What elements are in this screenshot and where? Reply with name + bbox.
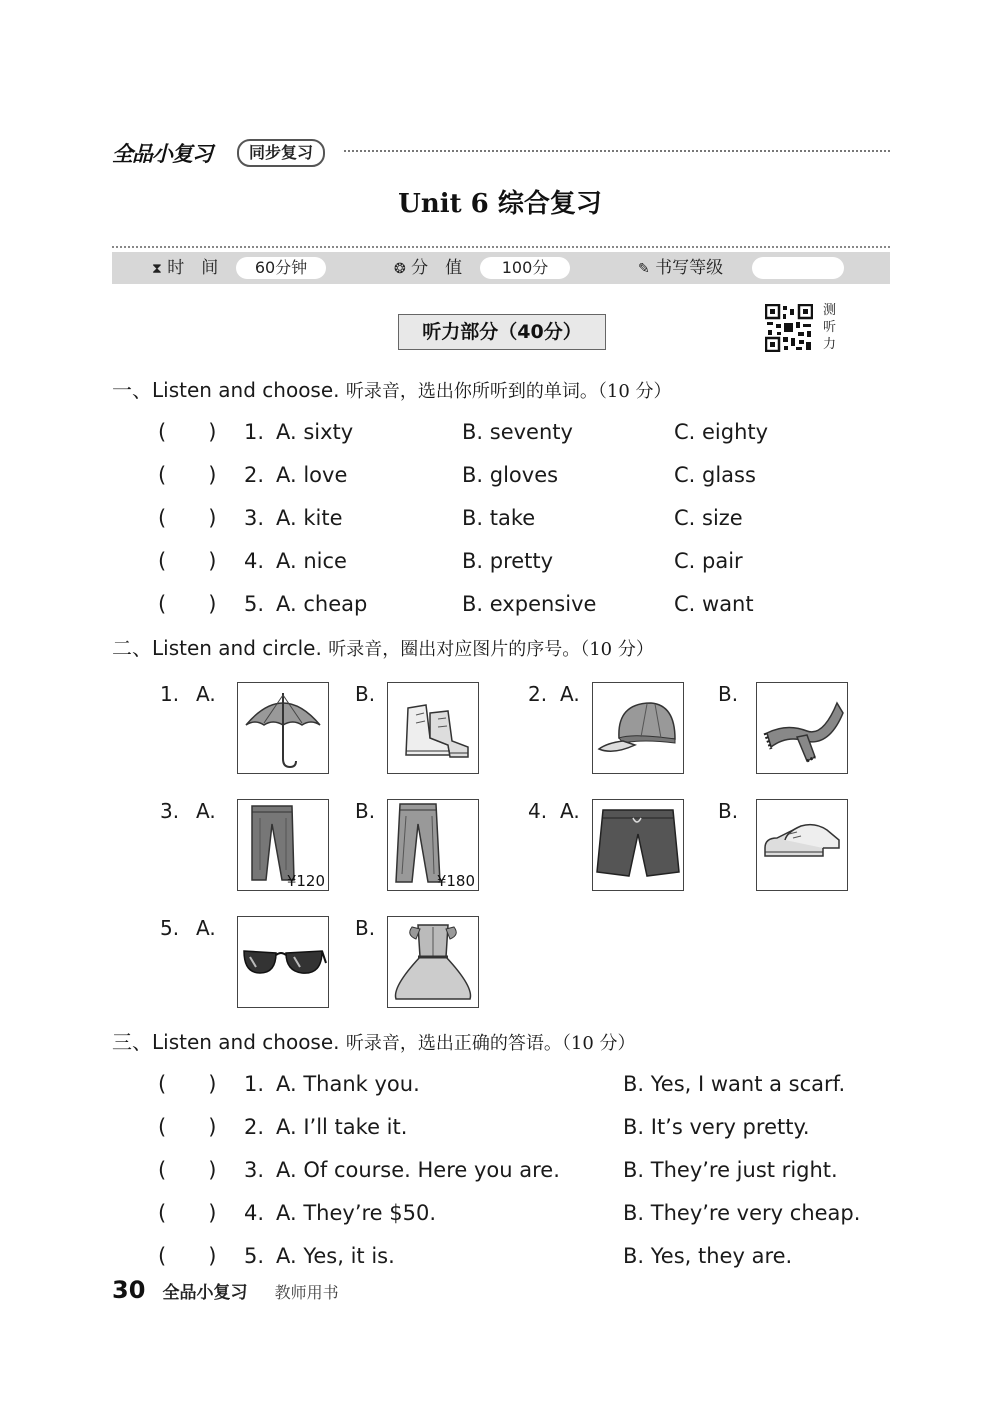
option-b-label[interactable]: B. (355, 682, 376, 706)
qr-label: 测听力 (823, 303, 837, 352)
scarf-icon[interactable] (756, 682, 848, 774)
item-number: 3. (160, 799, 180, 823)
footer-subtitle: 教师用书 (274, 1283, 339, 1302)
item-number: 5. (160, 916, 180, 940)
sunglasses-icon[interactable] (237, 916, 329, 1008)
section-3-title-cn: 听录音，选出正确的答语。（10 分） (345, 1033, 636, 1054)
question-number: 5. (244, 1244, 265, 1268)
brand-bar (112, 138, 890, 168)
answer-blank[interactable]: ( ) (158, 506, 217, 530)
sneakers-icon[interactable] (387, 682, 479, 774)
option-b: B. They’re just right. (623, 1158, 838, 1182)
page-number: 30 (112, 1276, 146, 1304)
question-number: 1. (244, 1072, 265, 1096)
option-b: B. Yes, they are. (623, 1244, 793, 1268)
option-c: C. eighty (674, 420, 769, 444)
option-c: C. size (674, 506, 743, 530)
option-a: A. Of course. Here you are. (276, 1158, 560, 1182)
answer-blank[interactable]: ( ) (158, 549, 217, 573)
option-b-label[interactable]: B. (718, 799, 739, 823)
question-number: 3. (244, 1158, 265, 1182)
time-label: 时 间 (167, 258, 219, 278)
option-c: C. want (674, 592, 754, 616)
question-number: 5. (244, 592, 265, 616)
section-1-title-cn: 听录音，选出你所听到的单词。（10 分） (345, 381, 672, 402)
option-a: A. Yes, it is. (276, 1244, 395, 1268)
option-a: A. They’re $50. (276, 1201, 437, 1225)
page-title: Unit 6 综合复习 (398, 189, 602, 219)
time-value: 60分钟 (236, 257, 326, 279)
option-b-label[interactable]: B. (718, 682, 739, 706)
divider (344, 150, 890, 152)
section-3-title-en: 三、Listen and choose. (112, 1030, 340, 1054)
option-b: B. gloves (462, 463, 559, 487)
section-1-heading (112, 374, 672, 403)
score-value: 100分 (480, 257, 570, 279)
question-number: 4. (244, 549, 265, 573)
section-1-title-en: 一、Listen and choose. (112, 378, 340, 402)
score-label: 分 值 (411, 258, 463, 278)
option-c: C. pair (674, 549, 743, 573)
answer-blank[interactable]: ( ) (158, 1158, 217, 1182)
pencil-icon: ✎ (638, 261, 650, 277)
umbrella-icon[interactable] (237, 682, 329, 774)
answer-blank[interactable]: ( ) (158, 1201, 217, 1225)
option-a: A. nice (276, 549, 347, 573)
hourglass-icon: ⧗ (152, 261, 162, 277)
section-2-title-cn: 听录音，圈出对应图片的序号。（10 分） (328, 639, 654, 660)
option-b: B. It’s very pretty. (623, 1115, 810, 1139)
answer-blank[interactable]: ( ) (158, 420, 217, 444)
divider (112, 246, 890, 248)
option-a: A. cheap (276, 592, 368, 616)
listening-banner: 听力部分（40分） (398, 314, 606, 350)
item-number: 4. (528, 799, 548, 823)
option-b-label[interactable]: B. (355, 799, 376, 823)
option-a-label[interactable]: A. (560, 799, 580, 823)
answer-blank[interactable]: ( ) (158, 463, 217, 487)
question-number: 3. (244, 506, 265, 530)
option-a-label[interactable]: A. (560, 682, 580, 706)
question-number: 2. (244, 463, 265, 487)
question-number: 2. (244, 1115, 265, 1139)
question-number: 4. (244, 1201, 265, 1225)
option-b: B. seventy (462, 420, 573, 444)
pants-icon[interactable] (237, 799, 329, 891)
option-a: A. Thank you. (276, 1072, 420, 1096)
question-number: 1. (244, 420, 265, 444)
option-b: B. Yes, I want a scarf. (623, 1072, 846, 1096)
section-2-heading (112, 632, 654, 661)
dress-icon[interactable] (387, 916, 479, 1008)
writing-value (752, 257, 844, 279)
info-strip (112, 252, 890, 284)
shoes-icon[interactable] (756, 799, 848, 891)
option-b: B. take (462, 506, 536, 530)
brand-logo: 全品小复习 (112, 142, 212, 166)
option-a: A. kite (276, 506, 343, 530)
option-b: B. pretty (462, 549, 554, 573)
writing-info (638, 252, 723, 284)
answer-blank[interactable]: ( ) (158, 1072, 217, 1096)
option-b-label[interactable]: B. (355, 916, 376, 940)
section-2-title-en: 二、Listen and circle. (112, 636, 322, 660)
option-c: C. glass (674, 463, 756, 487)
answer-blank[interactable]: ( ) (158, 1244, 217, 1268)
option-a: A. love (276, 463, 348, 487)
option-a-label[interactable]: A. (196, 682, 216, 706)
answer-blank[interactable]: ( ) (158, 592, 217, 616)
answer-blank[interactable]: ( ) (158, 1115, 217, 1139)
option-a-label[interactable]: A. (196, 799, 216, 823)
score-info (394, 252, 462, 284)
medal-icon: ❂ (394, 261, 406, 277)
item-number: 1. (160, 682, 180, 706)
option-a-label[interactable]: A. (196, 916, 216, 940)
pants-icon[interactable] (387, 799, 479, 891)
option-b: B. They’re very cheap. (623, 1201, 861, 1225)
cap-icon[interactable] (592, 682, 684, 774)
price-label: ¥180 (436, 872, 475, 890)
brand-tag: 同步复习 (237, 139, 325, 167)
qr-code-icon[interactable] (765, 304, 813, 352)
time-info (152, 252, 218, 284)
shorts-icon[interactable] (592, 799, 684, 891)
footer-brand: 全品小复习 (162, 1283, 248, 1303)
writing-label: 书写等级 (655, 258, 724, 278)
option-b: B. expensive (462, 592, 597, 616)
option-a: A. sixty (276, 420, 354, 444)
price-label: ¥120 (286, 872, 325, 890)
page-footer (112, 1276, 339, 1306)
option-a: A. I’ll take it. (276, 1115, 408, 1139)
item-number: 2. (528, 682, 548, 706)
section-3-heading (112, 1026, 636, 1055)
